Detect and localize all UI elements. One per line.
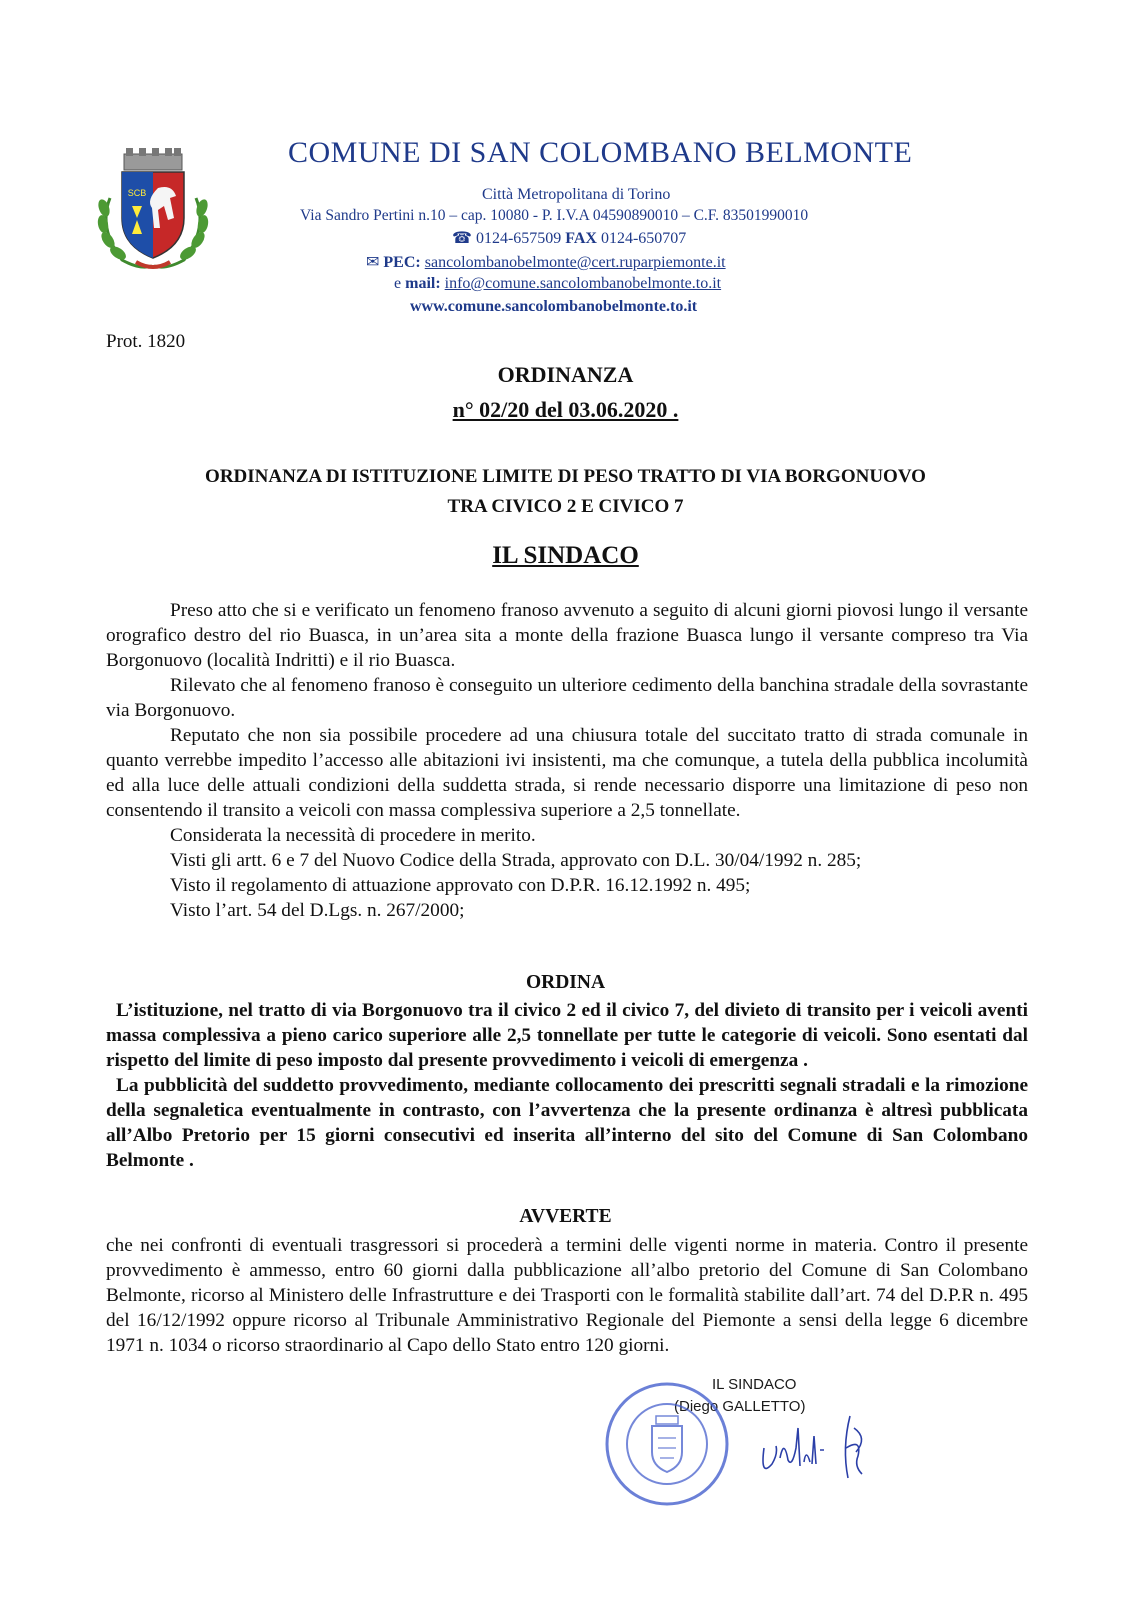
website-link[interactable]: www.comune.sancolombanobelmonte.to.it xyxy=(410,298,698,315)
avverte-paragraph: che nei confronti di eventuali trasgressori si procederà a termini delle vigenti norme in materia. Contro il presente provvedimento è ammesso, entro 60 giorni dalla pubblicazione all’albo pretorio del Comune di San Colombano Belmonte, ricorso al Ministero delle Infrastrutture e dei Trasporti con le formalità stabilite dall’art. 74 del D.P.R n. 495 del 16/12/1992 oppure ricorso al Tribunale Amministrativo Regionale del Piemonte a sensi della legge 6 dicembre 1971 n. 1034 o ricorso straordinario al Capo dello Stato entro 120 giorni. xyxy=(106,1235,1028,1356)
premise-paragraph: Visto il regolamento di attuazione approvato con D.P.R. 16.12.1992 n. 495; xyxy=(170,875,751,896)
premise-paragraph: Rilevato che al fenomeno franoso è conseguito un ulteriore cedimento della banchina stradale della sovrastante via Borgonuovo. xyxy=(106,675,1028,721)
authority-heading: IL SINDACO xyxy=(492,542,639,569)
subject-line-1: ORDINANZA DI ISTITUZIONE LIMITE DI PESO TRATTO DI VIA BORGONUOVO xyxy=(205,466,926,487)
municipal-crest xyxy=(92,148,214,272)
signature-role: IL SINDACO xyxy=(712,1376,797,1393)
mail-email-link[interactable]: info@comune.sancolombanobelmonte.to.it xyxy=(444,275,722,292)
phone-line xyxy=(452,228,686,248)
envelope-icon: ✉ xyxy=(366,254,380,271)
official-stamp xyxy=(598,1378,736,1510)
crest-label: SCB xyxy=(127,188,147,198)
metropolitan-city: Città Metropolitana di Torino xyxy=(482,186,671,203)
mail-prefix: e xyxy=(394,275,402,292)
signature-name: (Diego GALLETTO) xyxy=(674,1398,806,1415)
ordinance-number-text: n° 02/20 del 03.06.2020 . xyxy=(452,397,679,422)
premise-paragraph: Visto l’art. 54 del D.Lgs. n. 267/2000; xyxy=(170,900,465,921)
subject-line-2: TRA CIVICO 2 E CIVICO 7 xyxy=(447,496,684,517)
fax-label: FAX xyxy=(565,230,597,247)
ordina-paragraph: L’istituzione, nel tratto di via Borgonuovo tra il civico 2 ed il civico 7, del divieto di transito per i veicoli aventi massa complessiva a pieno carico superiore alle 2,5 tonnellate per tutte le categorie di veicoli. Sono esentati dal rispetto del limite di peso imposto dal presente provvedimento i veicoli di emergenza . xyxy=(106,1000,1028,1071)
handwritten-signature xyxy=(758,1408,878,1488)
pec-label: PEC: xyxy=(383,254,421,271)
ordinance-number xyxy=(0,397,1131,423)
phone-number: 0124-657509 xyxy=(475,230,562,247)
premises-section xyxy=(106,598,1028,923)
premise-paragraph: Visti gli artt. 6 e 7 del Nuovo Codice della Strada, approvato con D.L. 30/04/1992 n. 285; xyxy=(170,850,862,871)
premise-paragraph: Reputato che non sia possibile procedere ad una chiusura totale del succitato tratto di strada comunale in quanto verrebbe impedito l’accesso alle abitazioni ivi insistenti, ma che comunque, a tutela della pubblica incolumità ed alla luce delle attuali condizioni della suddetta strada, si rende necessario disporre una limitazione di peso non consentendo il transito a veicoli con massa complessiva superiore a 2,5 tonnellate. xyxy=(106,725,1028,821)
ordina-section xyxy=(106,998,1028,1173)
municipality-title: COMUNE DI SAN COLOMBANO BELMONTE xyxy=(288,136,913,169)
ordina-paragraph: La pubblicità del suddetto provvedimento, mediante collocamento dei prescritti segnali stradali e la rimozione della segnaletica eventualmente in contrasto, con l’avvertenza che la presente ordinanza è altresì pubblicata all’Albo Pretorio per 15 giorni consecutivi ed inserita all’interno del sito del Comune di San Colombano Belmonte . xyxy=(106,1075,1028,1171)
premise-paragraph: Preso atto che si e verificato un fenomeno franoso avvenuto a seguito di alcuni giorni piovosi lungo il versante orografico destro del rio Buasca, in un’area sita a monte della frazione Buasca lungo il versante compreso tra Via Borgonuovo (località Indritti) e il rio Buasca. xyxy=(106,600,1028,671)
pec-line xyxy=(366,252,726,272)
ordinance-title: ORDINANZA xyxy=(497,362,634,387)
avverte-heading: AVVERTE xyxy=(519,1206,612,1227)
ordinance-subject xyxy=(110,462,1021,522)
avverte-section xyxy=(106,1233,1028,1358)
mail-label: mail: xyxy=(405,275,441,292)
mail-line xyxy=(394,275,721,293)
pec-email-link[interactable]: sancolombanobelmonte@cert.ruparpiemonte.it xyxy=(424,254,726,271)
telephone-icon: ☎ xyxy=(452,230,472,247)
premise-paragraph: Considerata la necessità di procedere in merito. xyxy=(170,825,536,846)
protocol-number: Prot. 1820 xyxy=(106,331,186,352)
fax-number: 0124-650707 xyxy=(600,230,687,247)
address-line: Via Sandro Pertini n.10 – cap. 10080 - P. I.V.A 04590890010 – C.F. 83501990010 xyxy=(300,207,809,224)
ordina-heading: ORDINA xyxy=(525,972,606,993)
